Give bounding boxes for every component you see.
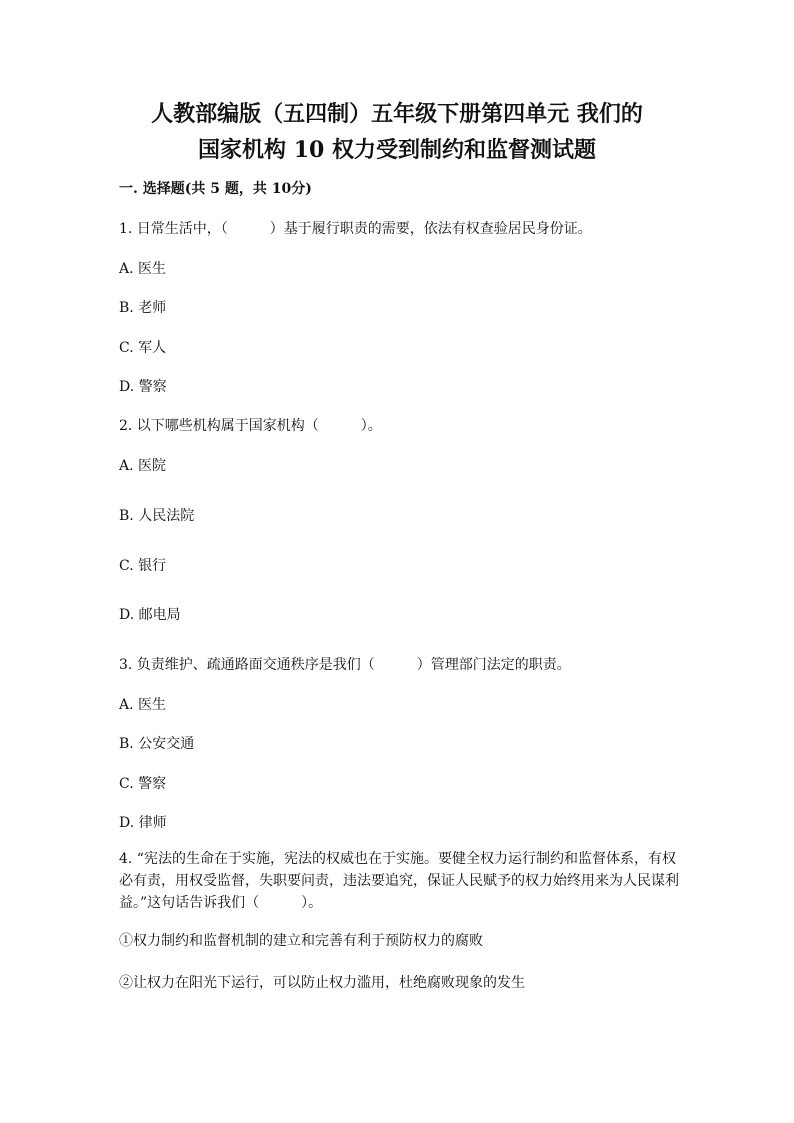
question-2-option-c: C. 银行 [119,558,167,574]
question-1-option-d: D. 警察 [119,379,167,395]
page-title [100,96,694,168]
question-1-option-b: B. 老师 [119,300,167,316]
question-3: 3. 负责维护、疏通路面交通秩序是我们（ ）管理部门法定的职责。 [119,657,571,673]
question-3-option-b: B. 公安交通 [119,736,195,752]
question-4-statement-2: ②让权力在阳光下运行，可以防止权力滥用，杜绝腐败现象的发生 [119,975,525,991]
question-2-option-a: A. 医院 [119,458,167,474]
question-2-option-b: B. 人民法院 [119,508,195,524]
question-2: 2. 以下哪些机构属于国家机构（ ）。 [119,418,382,434]
question-1-option-c: C. 军人 [119,340,167,356]
title-line-2: 国家机构 10 权力受到制约和监督测试题 [198,137,596,163]
question-1: 1. 日常生活中，（ ）基于履行职责的需要，依法有权查验居民身份证。 [119,221,592,237]
question-4-statement-1: ①权力制约和监督机制的建立和完善有利于预防权力的腐败 [119,933,483,949]
question-2-option-d: D. 邮电局 [119,607,181,623]
title-line-1: 人教部编版（五四制）五年级下册第四单元 我们的 [151,101,643,127]
question-3-option-d: D. 律师 [119,815,167,831]
section-heading: 一. 选择题(共 5 题，共 10分) [119,181,312,197]
question-3-option-c: C. 警察 [119,776,167,792]
question-3-option-a: A. 医生 [119,697,167,713]
question-4: 4. “宪法的生命在于实施，宪法的权威也在于实施。要健全权力运行制约和监督体系，有权必有责，用权受监督，失职要问责，违法要追究，保证人民赋予的权力始终用来为人民谋利益。”这句话告诉我们（ ）。 [119,851,679,911]
question-1-option-a: A. 医生 [119,261,167,277]
